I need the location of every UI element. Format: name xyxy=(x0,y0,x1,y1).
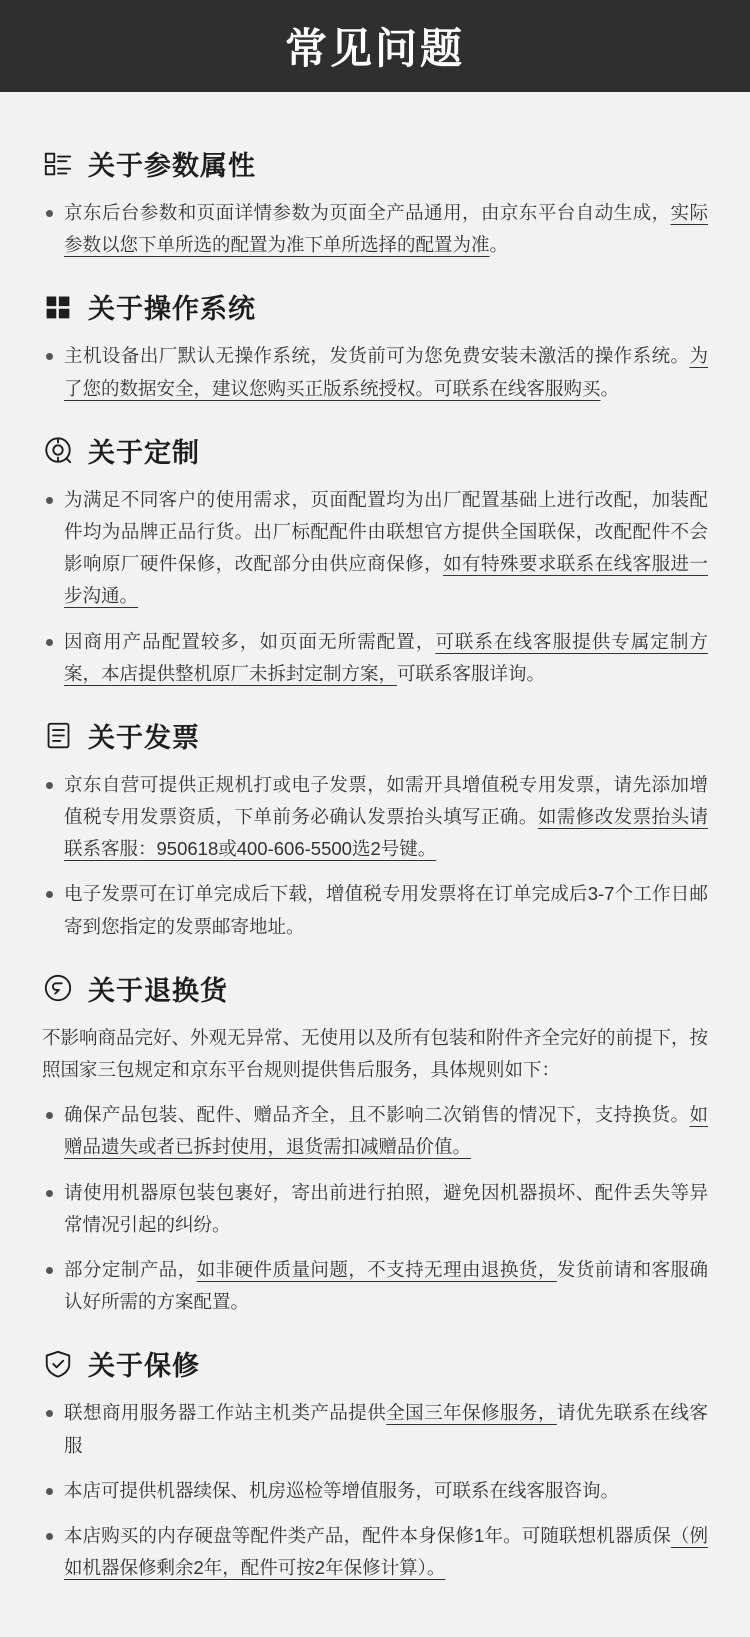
section-title: 关于退换货 xyxy=(88,975,228,1006)
faq-item xyxy=(42,197,708,261)
faq-item-text: 可联系客服详询。 xyxy=(397,662,546,684)
section-header xyxy=(42,144,708,183)
faq-item-text: 部分定制产品， xyxy=(64,1258,197,1280)
section-title: 关于发票 xyxy=(88,722,200,753)
faq-item xyxy=(42,484,708,613)
faq-item-text: 主机设备出厂默认无操作系统，发货前可为您免费安装未激活的操作系统。 xyxy=(64,345,690,367)
faq-item xyxy=(42,769,708,866)
faq-item xyxy=(42,1397,708,1461)
faq-item-emphasis: 为了您的数据安全，建议您购买正版系统授权。可联系在线客服购买 xyxy=(64,345,708,399)
faq-section xyxy=(42,969,708,1319)
faq-item-emphasis: 如需修改发票抬头请联系客服：950618或400-606-5500选2号键。 xyxy=(64,806,708,860)
faq-item-list xyxy=(42,484,708,690)
faq-item xyxy=(42,626,708,690)
faq-item-list xyxy=(42,197,708,261)
section-header xyxy=(42,287,708,326)
faq-item-text: 。 xyxy=(489,234,509,256)
faq-item xyxy=(42,1520,708,1584)
section-header xyxy=(42,969,708,1008)
faq-item-list xyxy=(42,769,708,943)
faq-section xyxy=(42,144,708,261)
faq-item-list xyxy=(42,1397,708,1584)
section-header xyxy=(42,431,708,470)
faq-section xyxy=(42,431,708,690)
faq-item-text: 本店购买的内存硬盘等配件类产品，配件本身保修1年。可随联想机器质保 xyxy=(64,1524,671,1546)
faq-item-emphasis: 可联系在线客服提供专属定制方案，本店提供整机原厂未拆封定制方案， xyxy=(64,630,708,684)
faq-item-list xyxy=(42,1099,708,1318)
faq-item-text: 确保产品包装、配件、赠品齐全，且不影响二次销售的情况下，支持换货。 xyxy=(64,1104,690,1126)
faq-item-emphasis: 如非硬件质量问题，不支持无理由退换货， xyxy=(196,1258,557,1280)
faq-item xyxy=(42,1099,708,1163)
faq-item xyxy=(42,1177,708,1241)
section-intro: 不影响商品完好、外观无异常、无使用以及所有包装和附件齐全完好的前提下，按照国家三包规定和京东平台规则提供售后服务，具体规则如下： xyxy=(42,1026,709,1080)
faq-item-text: 请优先联系在线客服 xyxy=(64,1402,708,1456)
faq-item-text: 因商用产品配置较多，如页面无所需配置， xyxy=(64,630,436,652)
faq-item-emphasis: 如有特殊要求联系在线客服进一步沟通。 xyxy=(64,553,708,607)
invoice-document-icon xyxy=(42,719,74,751)
section-title: 关于保修 xyxy=(88,1351,200,1382)
faq-item-text: 电子发票可在订单完成后下载，增值税专用发票将在订单完成后3-7个工作日邮寄到您指定的发票邮寄地址。 xyxy=(64,883,708,937)
list-checklist-icon xyxy=(42,148,74,180)
faq-item-text: 请使用机器原包装包裹好，寄出前进行拍照，避免因机器损坏、配件丢失等异常情况引起的纠纷。 xyxy=(64,1181,708,1235)
faq-item-text: 。 xyxy=(600,377,620,399)
faq-item-text: 本店可提供机器续保、机房巡检等增值服务，可联系在线客服咨询。 xyxy=(64,1479,620,1501)
return-refund-icon xyxy=(42,972,74,1004)
page-header xyxy=(0,0,750,92)
faq-item-emphasis: 实际参数以您下单所选的配置为准下单所选择的配置为准 xyxy=(64,202,708,256)
faq-section xyxy=(42,287,708,404)
faq-item-text: 京东后台参数和页面详情参数为页面全产品通用，由京东平台自动生成， xyxy=(64,202,671,223)
faq-item-text: 联想商用服务器工作站主机类产品提供 xyxy=(64,1402,387,1424)
faq-item-emphasis: 如赠品遗失或者已拆封使用，退货需扣减赠品价值。 xyxy=(64,1104,708,1158)
faq-item-emphasis: 全国三年保修服务， xyxy=(386,1402,557,1424)
windows-icon xyxy=(42,291,74,323)
faq-item xyxy=(42,878,708,942)
faq-item xyxy=(42,340,708,404)
faq-item-text: 为满足不同客户的使用需求，页面配置均为出厂配置基础上进行改配，加装配件均为品牌正品行货。出厂标配配件由联想官方提供全国联保，改配配件不会影响原厂硬件保修，改配部分由供应商保修， xyxy=(64,488,708,575)
section-header xyxy=(42,716,708,755)
section-title: 关于参数属性 xyxy=(88,151,256,181)
faq-item-list xyxy=(42,340,708,404)
section-header xyxy=(42,1344,708,1383)
section-title: 关于操作系统 xyxy=(88,294,256,325)
faq-item-text: 发货前请和客服确认好所需的方案配置。 xyxy=(64,1258,708,1313)
page-title: 常见问题 xyxy=(284,25,465,72)
faq-item-text: 京东自营可提供正规机打或电子发票，如需开具增值税专用发票，请先添加增值税专用发票资质，下单前务必确认发票抬头填写正确。 xyxy=(64,773,708,828)
faq-item xyxy=(42,1475,708,1507)
faq-item xyxy=(42,1254,708,1318)
faq-section xyxy=(42,716,708,943)
faq-item-emphasis: （例如机器保修剩余2年，配件可按2年保修计算）。 xyxy=(64,1524,708,1579)
section-title: 关于定制 xyxy=(88,437,200,468)
faq-content xyxy=(0,92,750,1637)
settings-gear-icon xyxy=(42,434,74,466)
faq-section xyxy=(42,1344,708,1584)
shield-warranty-icon xyxy=(42,1348,74,1380)
